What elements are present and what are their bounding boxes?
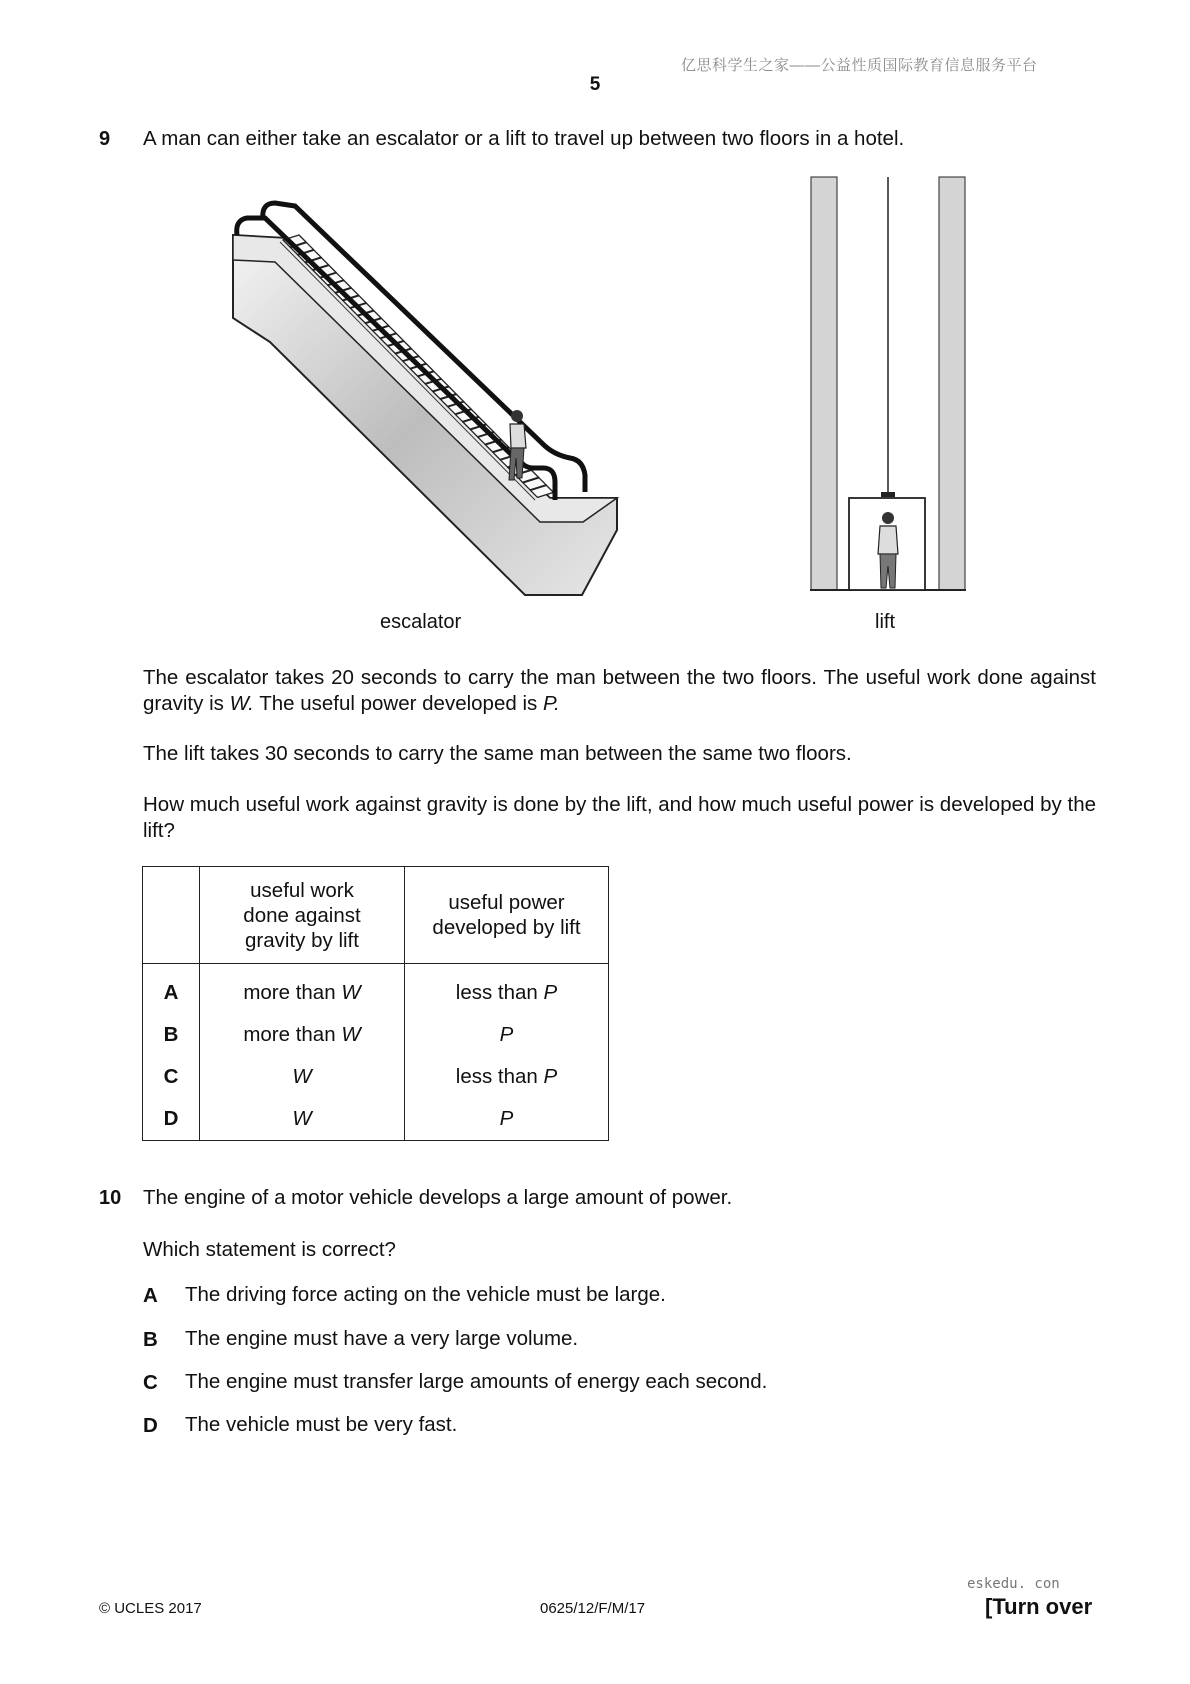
para1-text-b: The useful power developed is [253,692,543,715]
option-letter: A [143,964,200,1015]
power-cell [405,964,609,1015]
footer-copyright: © UCLES 2017 [99,1600,202,1617]
q10-option-d-text: The vehicle must be very fast. [185,1413,458,1436]
page-number: 5 [589,74,601,95]
power-cell [405,1014,609,1056]
work-symbol: W [341,1023,361,1046]
symbol-p: P. [542,692,560,715]
option-letter: B [143,1014,200,1056]
escalator-caption: escalator [380,611,462,633]
footer-paper-code: 0625/12/F/M/17 [540,1600,646,1617]
table-row [143,1014,609,1056]
power-text: less than [455,981,544,1004]
work-symbol: W [341,981,361,1004]
header-power-line-1: useful power [448,891,565,914]
escalator-illustration [225,200,625,600]
work-text: more than [243,981,342,1004]
header-power [405,867,609,964]
q10-option-c-text: The engine must transfer large amounts of energy each second. [185,1370,768,1393]
work-symbol: W [292,1065,312,1088]
power-symbol: P [543,1065,558,1088]
option-letter: C [143,1056,200,1098]
q10-option-a-text: The driving force acting on the vehicle must be large. [185,1283,666,1306]
power-symbol: P [499,1023,514,1046]
work-cell [200,1056,405,1098]
work-symbol: W [292,1107,312,1130]
header-work [200,867,405,964]
table-row [143,964,609,1015]
footer-turn-over: [Turn over [985,1594,1093,1619]
question-9-paragraph-3: How much useful work against gravity is done by the lift, and how much useful power is developed by the lift? [143,793,1096,842]
symbol-w: W. [229,692,254,715]
watermark-text: 亿思科学生之家——公益性质国际教育信息服务平台 [681,57,1038,74]
work-text: more than [243,1023,342,1046]
q10-option-d-letter: D [143,1414,158,1437]
question-9-paragraph-2: The lift takes 30 seconds to carry the same man between the same two floors. [143,742,852,765]
power-symbol: P [543,981,558,1004]
table-row [143,1098,609,1141]
footer-site-mark: eskedu. con [967,1576,1060,1592]
question-10-number: 10 [99,1187,122,1209]
header-power-line-2: developed by lift [432,916,581,939]
question-9-paragraph-1 [143,665,1096,717]
power-symbol: P [499,1107,514,1130]
power-text: less than [455,1065,544,1088]
table-row [143,1056,609,1098]
question-9-options-table [142,866,609,1141]
q10-option-a-letter: A [143,1284,158,1307]
question-10-stem: The engine of a motor vehicle develops a large amount of power. [143,1186,733,1209]
power-cell [405,1056,609,1098]
para1-text-a: The escalator takes 20 seconds to carry the man between the two floors. The useful work done against gravity is [143,666,1096,715]
header-work-line-1: useful work [250,878,354,902]
header-work-line-3: gravity by lift [245,928,359,952]
table-header-row [143,867,609,964]
q10-option-c-letter: C [143,1371,158,1394]
lift-illustration [810,176,966,596]
power-cell [405,1098,609,1141]
q10-option-b-text: The engine must have a very large volume. [185,1327,579,1350]
header-work-line-2: done against [243,903,361,927]
question-9-number: 9 [99,128,111,150]
question-9-stem: A man can either take an escalator or a lift to travel up between two floors in a hotel. [143,127,905,150]
header-empty-cell [143,867,200,964]
option-letter: D [143,1098,200,1141]
lift-caption: lift [875,611,895,633]
question-10-prompt: Which statement is correct? [143,1238,396,1261]
work-cell [200,964,405,1015]
work-cell [200,1098,405,1141]
q10-option-b-letter: B [143,1328,158,1351]
work-cell [200,1014,405,1056]
